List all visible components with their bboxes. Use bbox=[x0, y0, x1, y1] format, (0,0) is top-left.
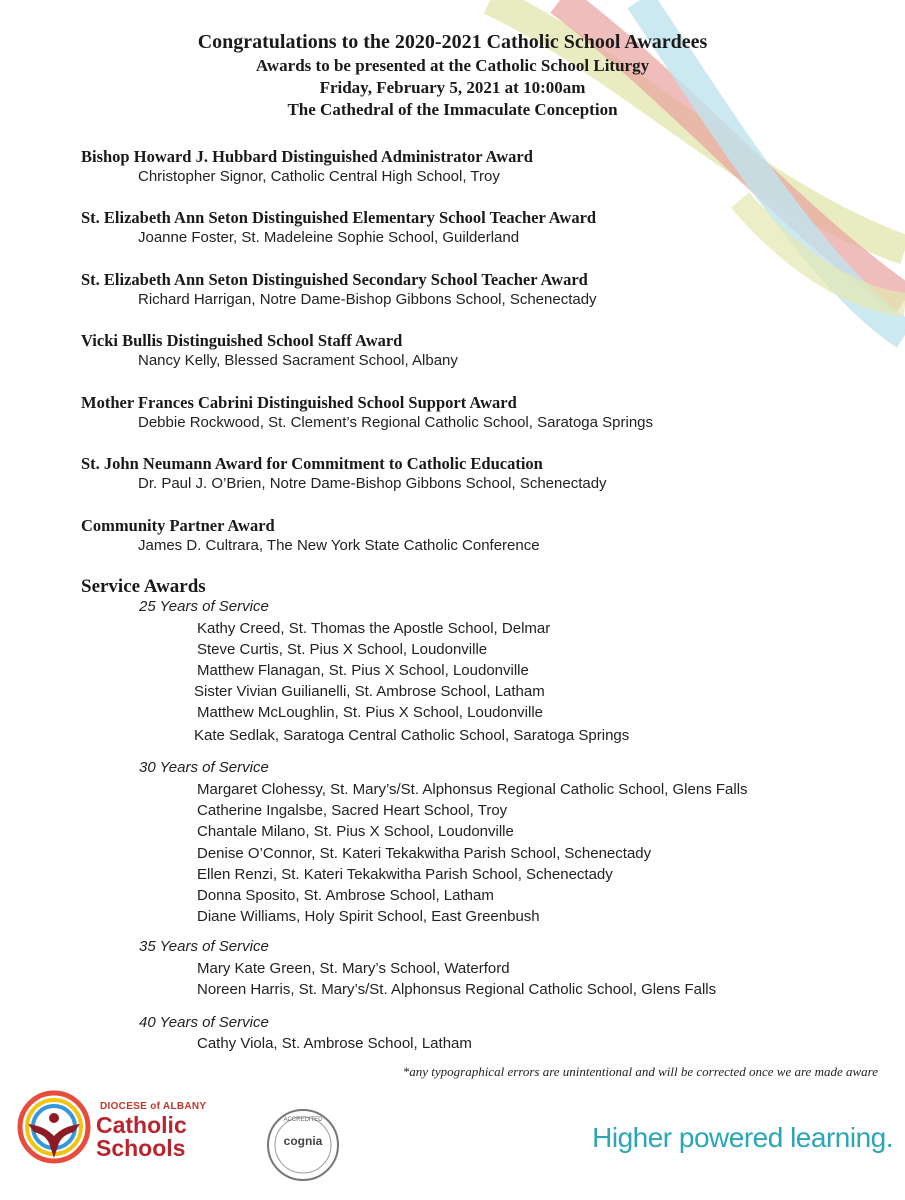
document-header bbox=[0, 30, 905, 121]
service-member: Noreen Harris, St. Mary’s/St. Alphonsus Regional Catholic School, Glens Falls bbox=[197, 981, 717, 998]
award-recipient: Joanne Foster, St. Madeleine Sophie School, Guilderland bbox=[138, 229, 520, 246]
award-recipient: Dr. Paul J. O’Brien, Notre Dame-Bishop Gibbons School, Schenectady bbox=[138, 475, 607, 492]
disclaimer-note: *any typographical errors are unintentional and will be corrected once we are made aware bbox=[402, 1064, 878, 1079]
service-member: Margaret Clohessy, St. Mary’s/St. Alphonsus Regional Catholic School, Glens Falls bbox=[197, 781, 748, 798]
service-member: Matthew McLoughlin, St. Pius X School, Loudonville bbox=[197, 704, 544, 721]
logo-wordmark bbox=[96, 1114, 187, 1160]
award-recipient: Richard Harrigan, Notre Dame-Bishop Gibbons School, Schenectady bbox=[138, 291, 597, 308]
award-name: St. Elizabeth Ann Seton Distinguished Secondary School Teacher Award bbox=[81, 270, 588, 289]
subtitle-location: The Cathedral of the Immaculate Conception bbox=[287, 100, 618, 119]
service-member: Ellen Renzi, St. Kateri Tekakwitha Parish School, Schenectady bbox=[197, 866, 613, 883]
service-member: Denise O’Connor, St. Kateri Tekakwitha Parish School, Schenectady bbox=[197, 845, 652, 862]
service-member: Kate Sedlak, Saratoga Central Catholic School, Saratoga Springs bbox=[194, 727, 630, 744]
logo-line-schools: Schools bbox=[96, 1135, 186, 1161]
service-member: Donna Sposito, St. Ambrose School, Latham bbox=[197, 887, 494, 904]
award-recipient: Debbie Rockwood, St. Clement’s Regional Catholic School, Saratoga Springs bbox=[138, 414, 654, 431]
award-entry bbox=[81, 330, 458, 371]
service-member: Chantale Milano, St. Pius X School, Loudonville bbox=[197, 823, 514, 840]
award-name: Mother Frances Cabrini Distinguished School Support Award bbox=[81, 393, 517, 412]
subtitle-date: Friday, February 5, 2021 at 10:00am bbox=[319, 78, 586, 97]
award-recipient: Christopher Signor, Catholic Central High School, Troy bbox=[138, 168, 500, 185]
page-title: Congratulations to the 2020-2021 Catholic School Awardees bbox=[197, 31, 708, 53]
subtitle-liturgy: Awards to be presented at the Catholic School Liturgy bbox=[255, 56, 650, 75]
award-entry bbox=[81, 515, 540, 556]
award-name: St. Elizabeth Ann Seton Distinguished Elementary School Teacher Award bbox=[81, 208, 597, 227]
award-entry bbox=[81, 146, 533, 187]
cognia-name: cognia bbox=[283, 1134, 323, 1148]
service-awards-heading: Service Awards bbox=[81, 576, 206, 597]
service-member: Catherine Ingalsbe, Sacred Heart School, Troy bbox=[197, 802, 508, 819]
award-name: Community Partner Award bbox=[81, 516, 275, 535]
tagline: Higher powered learning. bbox=[592, 1122, 893, 1153]
service-group-label: 35 Years of Service bbox=[139, 938, 269, 955]
service-group-label: 30 Years of Service bbox=[139, 759, 269, 776]
award-entry bbox=[81, 269, 597, 310]
cognia-accredited-text: ACCREDITED bbox=[283, 1117, 323, 1123]
award-entry bbox=[81, 453, 607, 494]
service-group-label: 25 Years of Service bbox=[139, 598, 269, 615]
award-recipient: James D. Cultrara, The New York State Catholic Conference bbox=[138, 537, 540, 554]
service-member: Kathy Creed, St. Thomas the Apostle School, Delmar bbox=[197, 620, 551, 637]
award-name: Bishop Howard J. Hubbard Distinguished Administrator Award bbox=[81, 147, 533, 166]
award-entry bbox=[81, 207, 596, 248]
service-member: Mary Kate Green, St. Mary’s School, Waterford bbox=[197, 960, 510, 977]
service-group-label: 40 Years of Service bbox=[139, 1014, 269, 1031]
award-name: St. John Neumann Award for Commitment to Catholic Education bbox=[81, 454, 543, 473]
service-member: Matthew Flanagan, St. Pius X School, Loudonville bbox=[197, 662, 529, 679]
service-member: Sister Vivian Guilianelli, St. Ambrose School, Latham bbox=[194, 683, 545, 700]
service-member: Steve Curtis, St. Pius X School, Loudonville bbox=[197, 641, 488, 658]
logo-line-catholic: Catholic bbox=[96, 1112, 187, 1138]
diocese-label: DIOCESE of ALBANY bbox=[100, 1101, 207, 1112]
service-member: Diane Williams, Holy Spirit School, East Greenbush bbox=[197, 908, 540, 925]
award-name: Vicki Bullis Distinguished School Staff Award bbox=[81, 331, 403, 350]
service-member: Cathy Viola, St. Ambrose School, Latham bbox=[197, 1035, 472, 1052]
award-entry bbox=[81, 392, 653, 433]
award-recipient: Nancy Kelly, Blessed Sacrament School, Albany bbox=[138, 352, 458, 369]
